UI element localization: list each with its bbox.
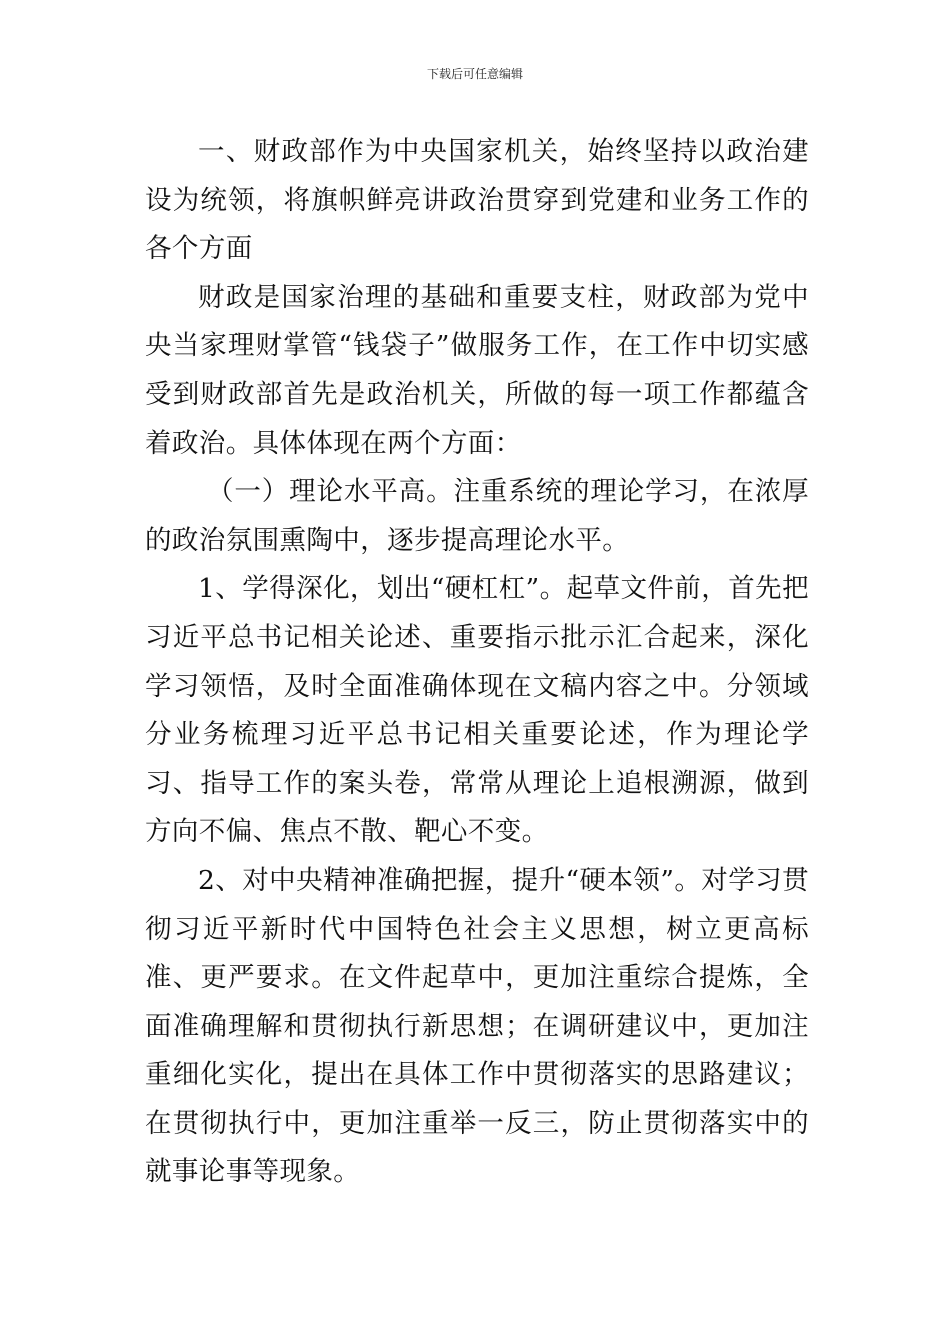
document-body — [145, 128, 809, 1197]
page-header: 下载后可任意编辑 — [426, 67, 523, 81]
item-2-paragraph: 2、对中央精神准确把握，提升“硬本领”。对学习贯彻习近平新时代中国特色社会主义思想，树立更高标准、更严要求。在文件起草中，更加注重综合提炼，全面准确理解和贯彻执行新思想；在调研建议中，更加注重细化实化，提出在具体工作中贯彻落实的思路建议；在贯彻执行中，更加注重举一反三，防止贯彻落实中的就事论事等现象。 — [145, 864, 809, 1188]
item-1-paragraph: 1、学得深化，划出“硬杠杠”。起草文件前，首先把习近平总书记相关论述、重要指示批示汇合起来，深化学习领悟，及时全面准确体现在文稿内容之中。分领域分业务梳理习近平总书记相关重要论述，作为理论学习、指导工作的案头卷，常常从理论上追根溯源，做到方向不偏、焦点不散、靶心不变。 — [145, 573, 809, 848]
heading-paragraph: 一、财政部作为中央国家机关，始终坚持以政治建设为统领，将旗帜鲜亮讲政治贯穿到党建和业务工作的各个方面 — [145, 136, 809, 265]
section-paragraph: （一）理论水平高。注重系统的理论学习，在浓厚的政治氛围熏陶中，逐步提高理论水平。 — [145, 476, 809, 556]
intro-paragraph: 财政是国家治理的基础和重要支柱，财政部为党中央当家理财掌管“钱袋子”做服务工作，在工作中切实感受到财政部首先是政治机关，所做的每一项工作都蕴含着政治。具体体现在两个方面： — [145, 281, 809, 459]
